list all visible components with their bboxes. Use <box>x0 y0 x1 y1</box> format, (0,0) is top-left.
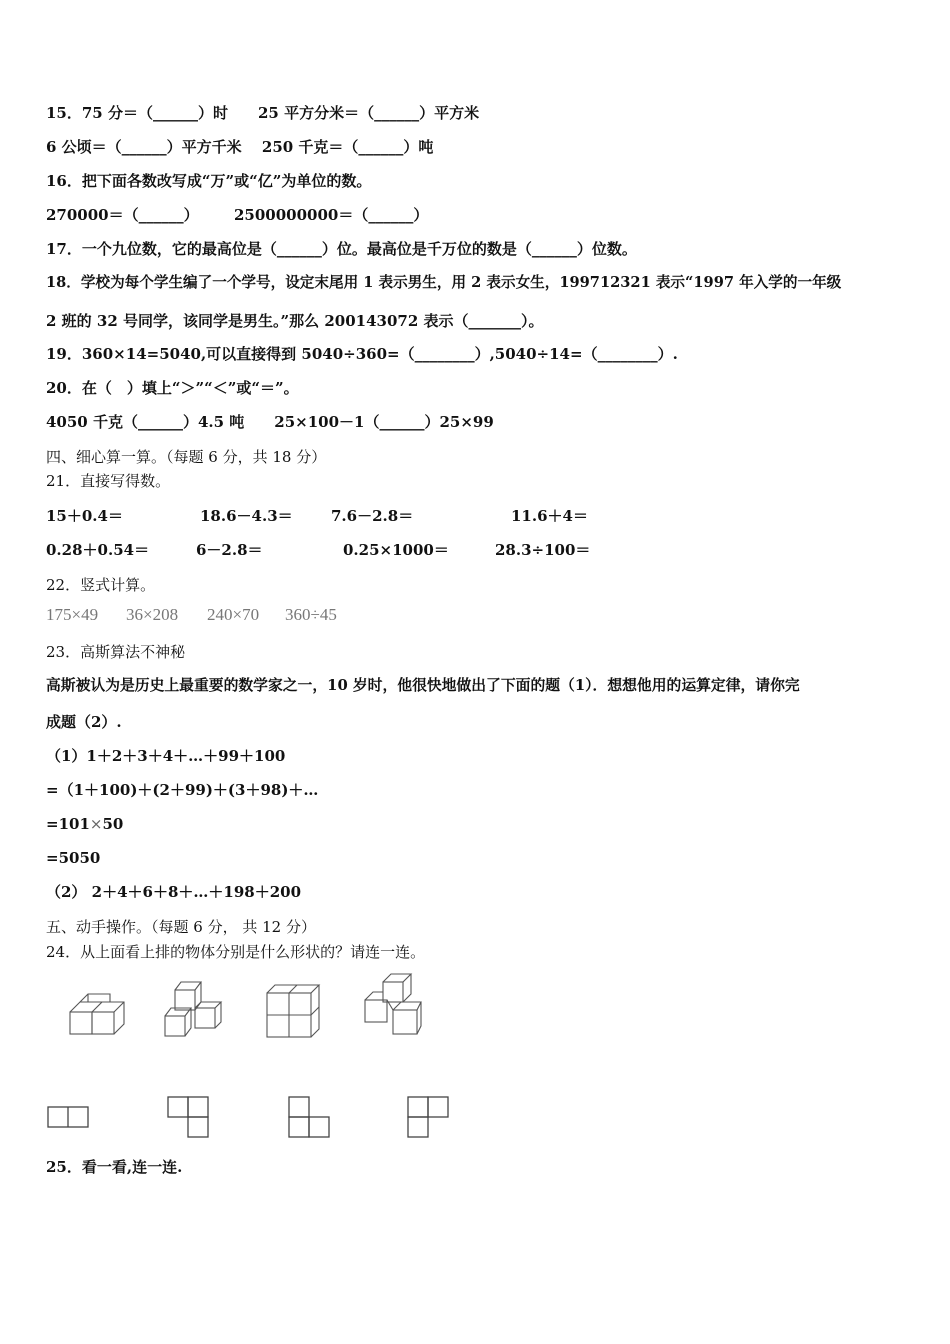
q23-desc-1: 高斯被认为是历史上最重要的数学家之一，10 岁时，他很快地做出了下面的题（1）．想想他用的运算定律，请你完 <box>46 677 800 694</box>
q17: 17．一个九位数，它的最高位是（______）位。最高位是千万位的数是（______）位数。 <box>46 240 637 258</box>
q20-title: 20．在（ ）填上“＞”“＜”或“＝”。 <box>46 379 299 397</box>
q15-line2: 6 公顷＝（______）平方千米 250 千克＝（______）吨 <box>46 138 434 156</box>
q23-part1-line4: =5050 <box>46 849 101 867</box>
q21-title: 21．直接写得数。 <box>46 472 171 490</box>
q21-r1-c4: 11.6＋4＝ <box>511 507 588 525</box>
cube-figure-4 <box>355 970 427 1042</box>
q22-title: 22．竖式计算。 <box>46 576 156 594</box>
q22-item-3: 240×70 <box>207 605 260 624</box>
q16-item-1: 270000＝（______） <box>46 206 199 224</box>
q18-line2: 2 班的 32 号同学，该同学是男生。”那么 200143072 表示（_______）。 <box>46 312 544 330</box>
q21-r2-c4: 28.3÷100＝ <box>495 541 591 559</box>
q22-item-2: 36×208 <box>126 605 179 624</box>
q21-r1-c2: 18.6－4.3＝ <box>200 507 293 525</box>
q16-title: 16．把下面各数改写成“万”或“亿”为单位的数。 <box>46 172 372 190</box>
view-shape-2 <box>164 1094 214 1140</box>
q23-desc-2: 成题（2）. <box>46 713 122 731</box>
q22-item-1: 175×49 <box>46 605 99 624</box>
view-shape-4 <box>404 1094 454 1140</box>
q23-part2: （2） 2＋4＋6＋8＋…＋198＋200 <box>46 883 302 901</box>
section-4-heading: 四、细心算一算。（每题 6 分，共 18 分） <box>46 448 327 466</box>
view-shape-1 <box>46 1104 92 1130</box>
q21-r1-c3: 7.6－2.8＝ <box>331 507 414 525</box>
q16-item-2: 2500000000＝（______） <box>234 206 429 224</box>
q21-r2-c3: 0.25×1000＝ <box>343 541 449 559</box>
q25-title: 25．看一看,连一连. <box>46 1158 183 1176</box>
q21-r2-c1: 0.28＋0.54＝ <box>46 541 150 559</box>
q23-title: 23．高斯算法不神秘 <box>46 643 186 661</box>
q22-item-4: 360÷45 <box>285 605 337 624</box>
view-shape-3 <box>285 1094 335 1140</box>
q18-line1: 18．学校为每个学生编了一个学号，设定末尾用 1 表示男生，用 2 表示女生，199712321 表示“1997 年入学的一年级 <box>46 274 842 291</box>
q19: 19．360×14=5040,可以直接得到 5040÷360=（________）,5040÷14=（________）. <box>46 345 678 363</box>
q24-title: 24．从上面看上排的物体分别是什么形状的？请连一连。 <box>46 943 426 961</box>
q15-line1: 15．75 分＝（______）时 25 平方分米＝（______）平方米 <box>46 104 480 122</box>
cube-figure-2 <box>158 978 228 1043</box>
q20-items: 4050 千克（______）4.5 吨 25×100－1（______）25×99 <box>46 413 494 431</box>
q23-part1-line3: =101×50 <box>46 815 124 833</box>
cube-figure-3 <box>262 980 322 1040</box>
q21-r2-c2: 6－2.8＝ <box>196 541 263 559</box>
section-5-heading: 五、动手操作。（每题 6 分， 共 12 分） <box>46 918 316 936</box>
q21-r1-c1: 15＋0.4＝ <box>46 507 123 525</box>
cube-figure-1 <box>60 985 130 1040</box>
q23-part1-line2: =（1＋100)＋(2＋99)＋(3＋98)＋… <box>46 781 319 799</box>
q23-part1-line1: （1）1＋2＋3＋4＋…＋99＋100 <box>46 747 286 765</box>
